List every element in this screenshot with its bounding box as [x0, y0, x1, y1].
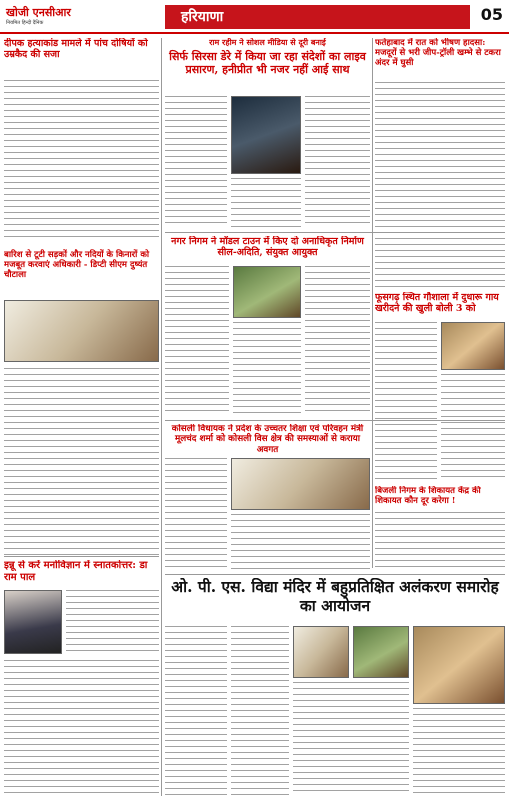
story-10-body-d: [413, 708, 505, 796]
story-1-headline: दीपक हत्याकांड मामले में पांच दोषियों को उम्रकैद की सजा: [4, 38, 148, 61]
portrait-photo: [4, 590, 62, 654]
story-5-body: [375, 82, 505, 288]
story-9-headline: बिजली निगम के शिकायत केंद्र की शिकायत कौन दूर करेगा !: [375, 486, 481, 507]
story-4-body-a: [165, 96, 227, 228]
story-4-body-c: [231, 178, 301, 228]
center-middle: [165, 236, 370, 416]
row-divider-3: [165, 420, 505, 421]
story-3-headline: इन्नू से करें मनोविज्ञान में स्नातकोत्तर: डा राम पाल: [4, 560, 148, 583]
story-2-body: [4, 368, 159, 558]
center-top: [165, 38, 370, 228]
row-divider-2: [165, 232, 505, 233]
story-6-body-b: [233, 322, 301, 416]
left-column: [4, 38, 159, 558]
row-divider-4: [165, 574, 505, 575]
story-9-body: [375, 512, 505, 572]
ceremony-photo-2: [353, 626, 409, 678]
preacher-photo: [231, 96, 301, 174]
story-4-headline: सिर्फ सिरसा डेरे में किया जा रहा संदेशों का लाइव प्रसारण, हनीप्रीत भी नजर नहीं आई साथ: [169, 50, 366, 77]
right-middle: [375, 292, 505, 482]
right-top: [375, 38, 505, 288]
story-6-body-a: [165, 266, 229, 416]
story-4-kicker: राम रहीम ने सोशल मीडिया से दूरी बनाई: [209, 38, 326, 47]
brand-subtitle: नियमित हिन्दी दैनिक: [6, 20, 44, 26]
ceremony-photo-1: [293, 626, 349, 678]
bottom-story: [165, 578, 505, 796]
page-number: 05: [480, 5, 503, 24]
section-title: हरियाणा: [165, 5, 470, 29]
story-4-body-b: [305, 96, 370, 228]
column-divider: [161, 38, 162, 796]
story-3-body-b: [4, 660, 159, 794]
newspaper-brand: खोजी एनसीआर: [6, 6, 71, 19]
story-10-body-a: [165, 626, 227, 796]
story-8-headline: कोसली विधायक ने प्रदेश के उच्चतर शिक्षा एवं परिवहन मंत्री मूलचंद शर्मा को कोसली विस क्षेत्र की समस्याओं से कराया अवगत: [171, 424, 364, 455]
story-3-body-a: [66, 590, 159, 656]
story-10-body-c: [293, 682, 409, 796]
column-divider-right: [372, 38, 373, 568]
story-6-headline: नगर निगम ने मॉडल टाउन में किए दो अनाधिकृत निर्माण सील-अदिति, संयुक्त आयुक्त: [171, 236, 364, 259]
story-2-headline: बारिश से टूटी सड़कों और नदियों के किनारों को मजबूत करवाएं अधिकारी - डिप्टी सीएम दुष्यंत चौटाला: [4, 250, 150, 281]
story-7-body-a: [375, 322, 437, 482]
story-1-body: [4, 80, 159, 242]
story-5-headline: फतेहाबाद में रात को भीषण हादसा: मजदूरों से भरी जीप-ट्रॉली खम्भे से टकरा अंदर में घुसी: [375, 38, 501, 69]
sealed-building-photo: [233, 266, 301, 318]
story-8-body-a: [165, 458, 227, 572]
row-divider: [4, 556, 159, 557]
minister-meeting-photo: [231, 458, 370, 510]
story-6-body-c: [305, 266, 370, 416]
story-10-headline: ओ. पी. एस. विद्या मंदिर में बहुप्रतिक्षित अलंकरण समारोह का आयोजन: [171, 578, 499, 615]
cow-shelter-photo: [441, 322, 505, 370]
right-lower: [375, 486, 505, 572]
meeting-photo: [4, 300, 159, 362]
story-7-body-b: [441, 374, 505, 482]
story-8-body-b: [231, 514, 370, 572]
left-column-lower: [4, 560, 159, 796]
masthead: [0, 0, 509, 34]
story-7-headline: फूसगढ़ स्थित गौशाला में दुधारू गाय खरीदने की खुली बोली 3 को: [375, 292, 499, 315]
ceremony-photo-3: [413, 626, 505, 704]
center-lower: [165, 424, 370, 572]
story-10-body-b: [231, 626, 289, 796]
